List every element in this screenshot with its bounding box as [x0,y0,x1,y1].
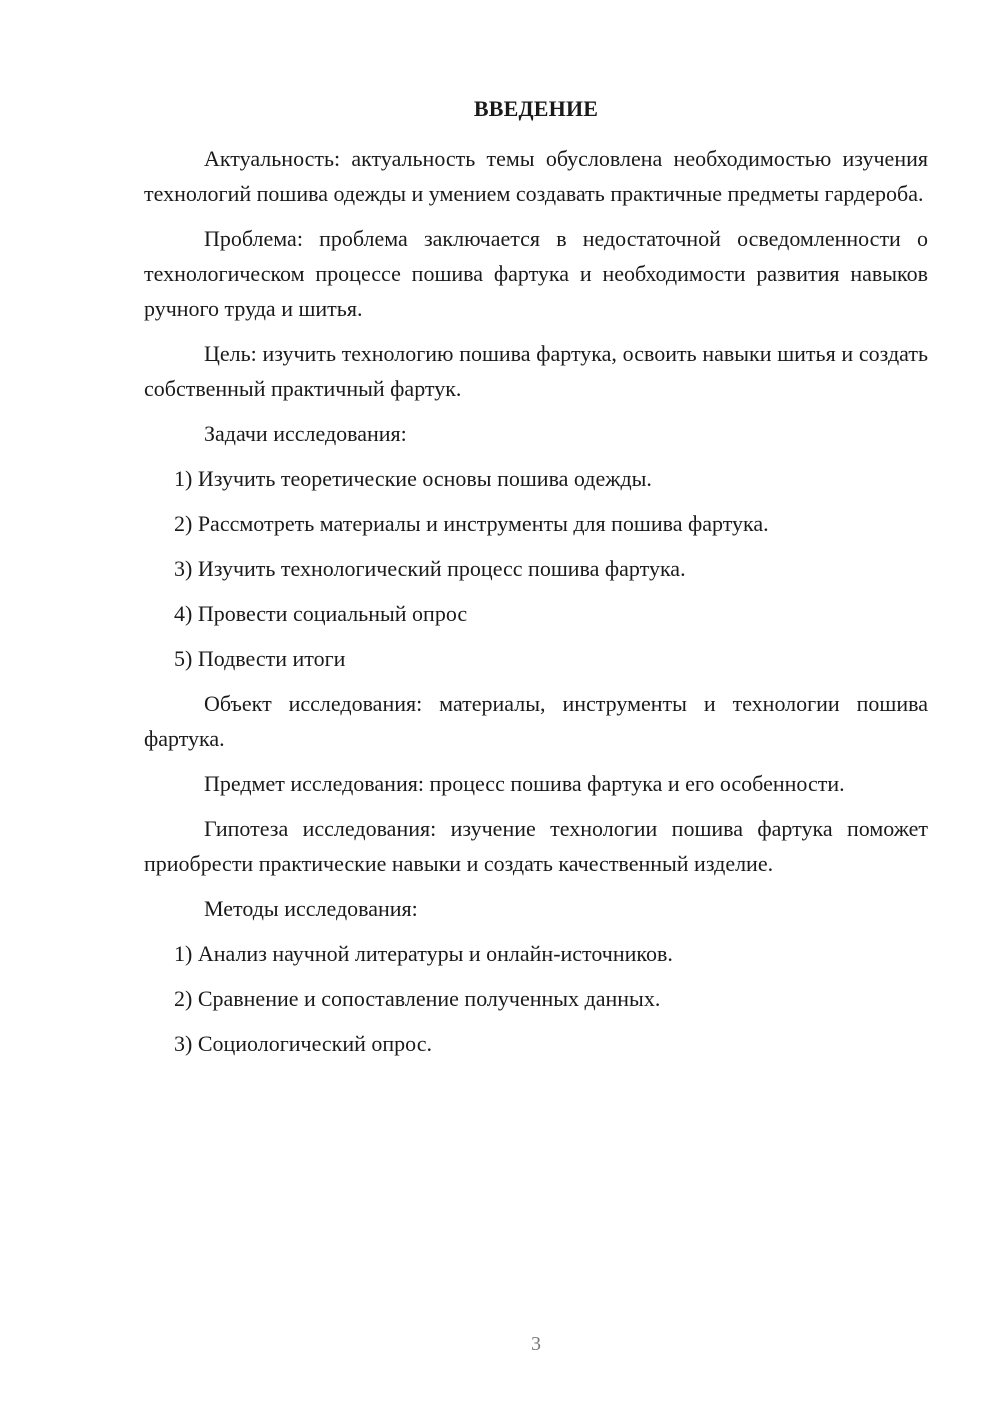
methods-heading: Методы исследования: [204,896,418,921]
hypothesis-paragraph: Гипотеза исследования: изучение технологии пошива фартука поможет приобрести практические навыки и создать качественный изделие. [144,816,928,876]
method-item: 2) Сравнение и сопоставление полученных данных. [174,986,661,1011]
document-body [144,141,928,1071]
method-item: 3) Социологический опрос. [174,1031,432,1056]
tasks-heading: Задачи исследования: [204,421,407,446]
method-item: 1) Анализ научной литературы и онлайн-источников. [174,941,673,966]
task-item: 4) Провести социальный опрос [174,601,468,626]
task-item: 5) Подвести итоги [174,646,346,671]
task-item: 2) Рассмотреть материалы и инструменты для пошива фартука. [174,511,769,536]
section-title: ВВЕДЕНИЕ [473,96,599,121]
relevance-paragraph: Актуальность: актуальность темы обусловлена необходимостью изучения технологий пошива одежды и умением создавать практичные предметы гардероба. [144,146,928,206]
goal-paragraph: Цель: изучить технологию пошива фартука, освоить навыки шитья и создать собственный практичный фартук. [144,341,928,401]
task-item: 3) Изучить технологический процесс пошива фартука. [174,556,686,581]
object-paragraph: Объект исследования: материалы, инструменты и технологии пошива фартука. [144,691,928,751]
task-item: 1) Изучить теоретические основы пошива одежды. [174,466,652,491]
subject-paragraph: Предмет исследования: процесс пошива фартука и его особенности. [204,771,845,796]
problem-paragraph: Проблема: проблема заключается в недостаточной осведомленности о технологическом процессе пошива фартука и необходимости развития навыков ручного труда и шитья. [144,226,928,321]
page-number: 3 [531,1333,541,1355]
